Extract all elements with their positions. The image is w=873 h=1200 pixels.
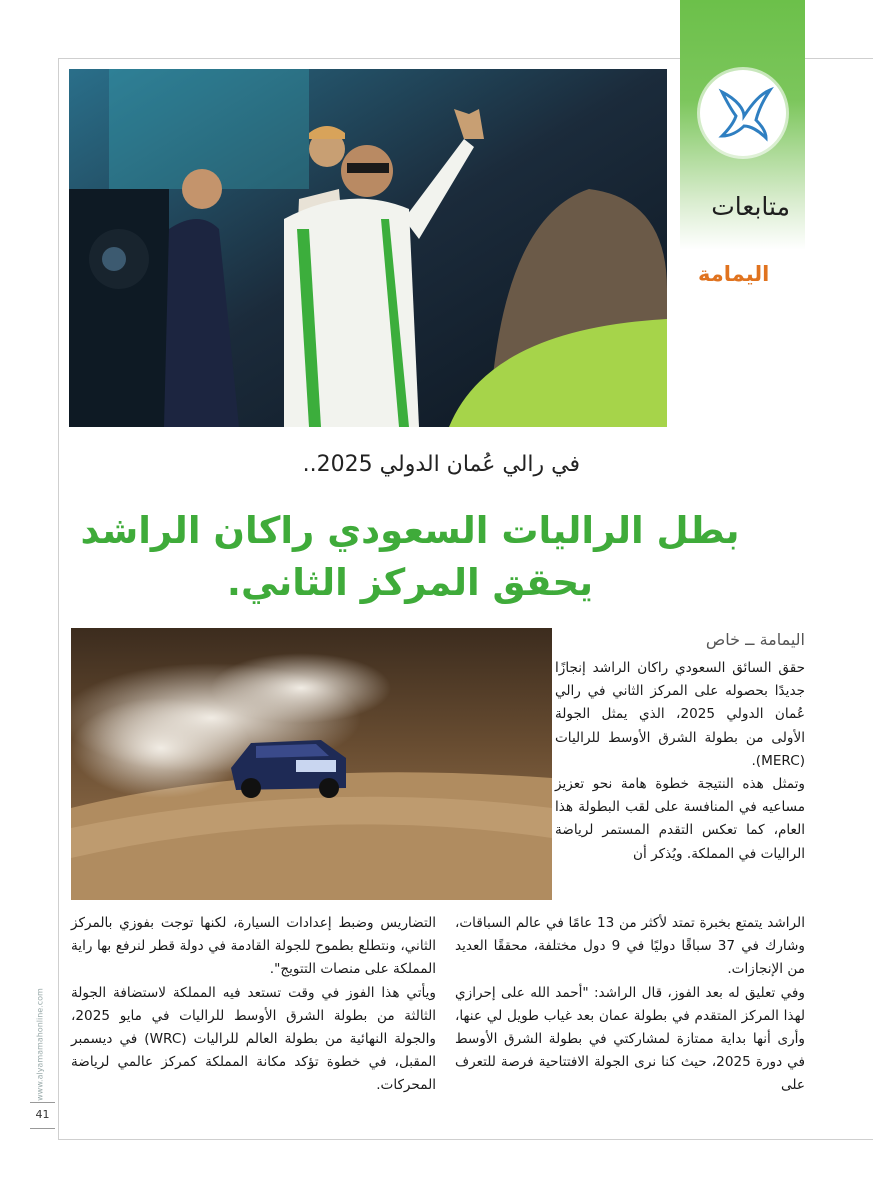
article-byline: اليمامة ــ خاص	[705, 630, 805, 649]
brand-logo: اليمامة	[698, 262, 770, 286]
paragraph: وتمثل هذه النتيجة خطوة هامة نحو تعزيز مساعيه في المنافسة على لقب البطولة هذا العام، كما تعكس التقدم المستمر لرياضة الراليات في المملكة. ويُذكر أن	[555, 776, 805, 862]
article-column-left	[71, 912, 436, 1098]
frame-left-line	[58, 58, 59, 1140]
page-number-rule	[30, 1102, 55, 1103]
article-column-right-lower	[455, 912, 805, 1098]
frame-bottom-line	[58, 1139, 873, 1140]
section-logo	[700, 70, 786, 156]
rally-car-photo	[71, 628, 552, 900]
article-column-right	[555, 657, 805, 866]
bird-logo-icon	[700, 70, 786, 156]
page-number-rule	[30, 1128, 55, 1129]
article-headline	[80, 505, 740, 609]
headline-line-1: بطل الراليات السعودي راكان الراشد	[80, 509, 740, 552]
paragraph: حقق السائق السعودي راكان الراشد إنجازًا جديدًا بحصوله على المركز الثاني في رالي عُمان الدولي 2025، الذي يمثل الجولة الأولى من بطولة الشرق الأوسط للراليات (MERC).	[555, 660, 806, 769]
paragraph: الراشد يتمتع بخبرة تمتد لأكثر من 13 عامًا في عالم السباقات، وشارك في 37 سباقًا دوليًا في 9 دول مختلفة، محققًا العديد من الإنجازات.	[455, 915, 805, 978]
article-kicker: في رالي عُمان الدولي 2025..	[302, 452, 580, 477]
page-number: 41	[35, 1108, 50, 1121]
paragraph: التضاريس وضبط إعدادات السيارة، لكنها توجت بفوزي بالمركز الثاني، ونتطلع بطموح للجولة القادمة في دولة قطر لنرفع بها راية المملكة على منصات التتويج".	[71, 915, 436, 978]
website-url: www.alyamamahonline.com	[35, 988, 45, 1101]
paragraph: وفي تعليق له بعد الفوز، قال الراشد: "أحمد الله على إحرازي لهذا المركز المتقدم في بطولة عمان بعد غياب طويل لي عنها، وأرى أنها بداية ممتازة لمشاركتي في بطولة الشرق الأوسط في دورة 2025، حيث كنا نرى الجولة الافتتاحية فرصة للتعرف على	[455, 984, 805, 1094]
paragraph: ويأتي هذا الفوز في وقت تستعد فيه المملكة لاستضافة الجولة الثالثة من بطولة الشرق الأوسط للراليات في مايو 2025، والجولة النهائية من بطولة العالم للراليات (WRC) في ديسمبر المقبل، في خطوة تؤكد مكانة المملكة كمركز عالمي لرياضة المحركات.	[71, 984, 436, 1094]
section-label: متابعات	[711, 192, 790, 221]
headline-line-2: يحقق المركز الثاني.	[226, 561, 594, 604]
hero-photo	[69, 69, 667, 427]
